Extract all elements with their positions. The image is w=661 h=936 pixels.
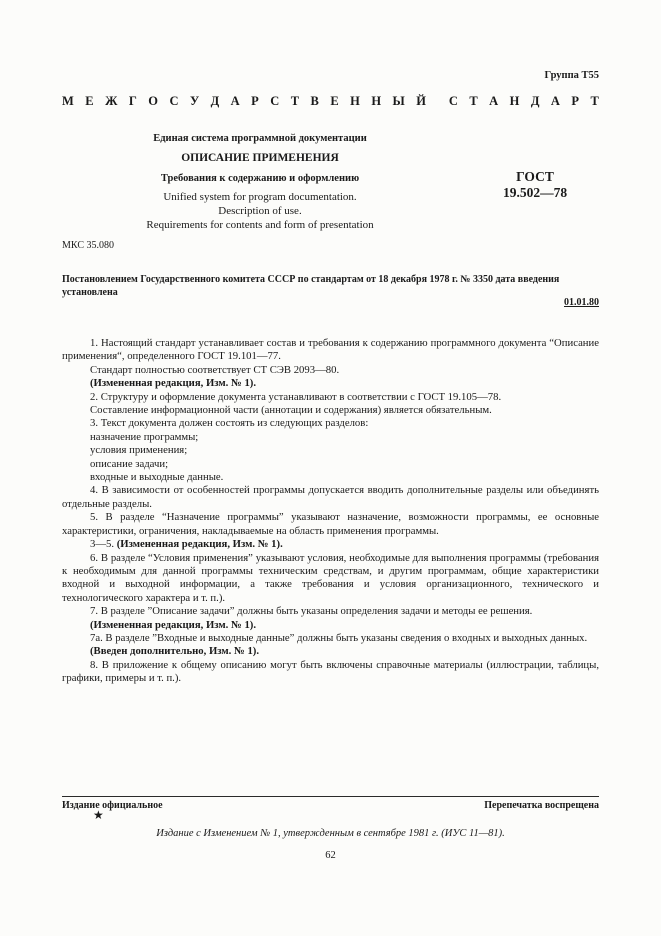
title-letter: У [189,94,200,108]
body-paragraph: 7. В разделе ”Описание задачи” должны быть указаны определения задачи и методы ее решения. [90,605,533,618]
document-subtitle: Требования к содержанию и оформлению [160,173,360,184]
title-letter: Н [350,94,360,108]
resolution-text: Постановлением Государственного комитета СССР по стандартам от 18 декабря 1978 г. № 3350 дата введения установлена [62,274,560,298]
body-paragraph: 6. В разделе “Условия применения” указывают условия, необходимые для выполнения программы (требования к необходимым для данной программы техническим средствам, и другим программам, общие характеристики входной и выходной информации, а также требования и условия организационного, технического и технологического характера и т. п.). [62,551,599,604]
title-letter: Н [509,94,520,108]
edition-note: Издание с Изменением № 1, утвержденным в сентябре 1981 г. (ИУС 11—81). [156,828,505,839]
body-paragraph: Стандарт полностью соответствует СТ СЭВ 2093—80. [90,363,340,376]
title-letter: Р [571,94,580,108]
title-letter: Т [290,94,300,108]
document-name: ОПИСАНИЕ ПРИМЕНЕНИЯ [181,152,339,164]
body-paragraph: (Введен дополнительно, Изм. № 1). [90,645,260,658]
body-paragraph: (Измененная редакция, Изм. № 1). [90,377,257,390]
body-paragraph: условия применения; [90,444,188,457]
title-letter: С [448,94,458,108]
body-text [62,337,599,686]
title-letter: С [169,94,179,108]
group-label: Группа Т55 [544,70,599,81]
body-paragraph: (Измененная редакция, Изм. № 1). [90,618,257,631]
english-title [130,190,390,232]
title-letter: Р [251,94,259,108]
title-letter: А [489,94,499,108]
star-icon: ★ [93,808,104,822]
title-letter: В [310,94,319,108]
title-letter: С [270,94,280,108]
title-letter: А [230,94,240,108]
body-paragraph: 1. Настоящий стандарт устанавливает состав и требования к содержанию программного документа “Описание применения“, определенного ГОСТ 19.101—77. [62,337,599,363]
title-letter: Д [530,94,540,108]
body-paragraph: 8. В приложение к общему описанию могут быть включены справочные материалы (иллюстрации, таблицы, графики, примеры и т. п.). [62,658,599,685]
gost-label: ГОСТ [516,169,554,184]
body-paragraph [62,538,599,551]
title-letter: Е [330,94,339,108]
body-paragraph: 7а. В разделе ”Входные и выходные данные” должны быть указаны сведения о входных и выходных данных. [90,631,588,644]
title-letter: Ж [105,94,118,108]
title-letter: Т [590,94,599,108]
paragraph-prefix: 3—5. [90,538,117,551]
footer-divider [62,796,599,797]
body-paragraph: назначение программы; [90,430,199,443]
body-paragraph: входные и выходные данные. [90,471,224,484]
title-letter: Ы [392,94,405,108]
title-letter: Т [469,94,478,108]
title-letter: Й [416,94,426,108]
title-letter: Н [371,94,382,108]
reprint-prohibited-label: Перепечатка воспрещена [484,800,599,811]
title-letter: Е [85,94,94,108]
title-letter: Г [128,94,137,108]
english-line: Unified system for program documentation. [163,191,357,203]
standard-title [62,94,599,109]
introduction-date: 01.01.80 [564,297,599,308]
body-paragraph: 2. Структуру и оформление документа устанавливают в соответствии с ГОСТ 19.105—78. [90,390,502,403]
system-title: Единая система программной документации [153,133,367,144]
title-letter: О [148,94,159,108]
page-number: 62 [325,850,336,861]
body-paragraph: описание задачи; [90,457,169,470]
body-paragraph: Составление информационной части (аннотации и содержания) является обязательным. [90,404,492,417]
official-edition-label: Издание официальное [62,800,163,811]
body-paragraph: 5. В разделе “Назначение программы” указывают назначение, возможности программы, ее основные характеристики, ограничения, накладываемые на область применения программы. [62,511,599,537]
gost-designation [482,169,588,201]
english-line: Description of use. [218,205,302,217]
body-paragraph: 4. В зависимости от особенностей программы допускается вводить дополнительные разделы или объединять отдельные разделы. [62,484,599,510]
amendment-note: (Измененная редакция, Изм. № 1). [116,538,283,551]
gost-number: 19.502—78 [502,185,568,200]
title-letter: А [550,94,560,108]
english-line: Requirements for contents and form of presentation [146,219,374,231]
title-letter: Д [210,94,220,108]
title-letter: М [62,94,74,108]
body-paragraph: 3. Текст документа должен состоять из следующих разделов: [90,417,369,430]
mks-code: МКС 35.080 [62,240,114,251]
